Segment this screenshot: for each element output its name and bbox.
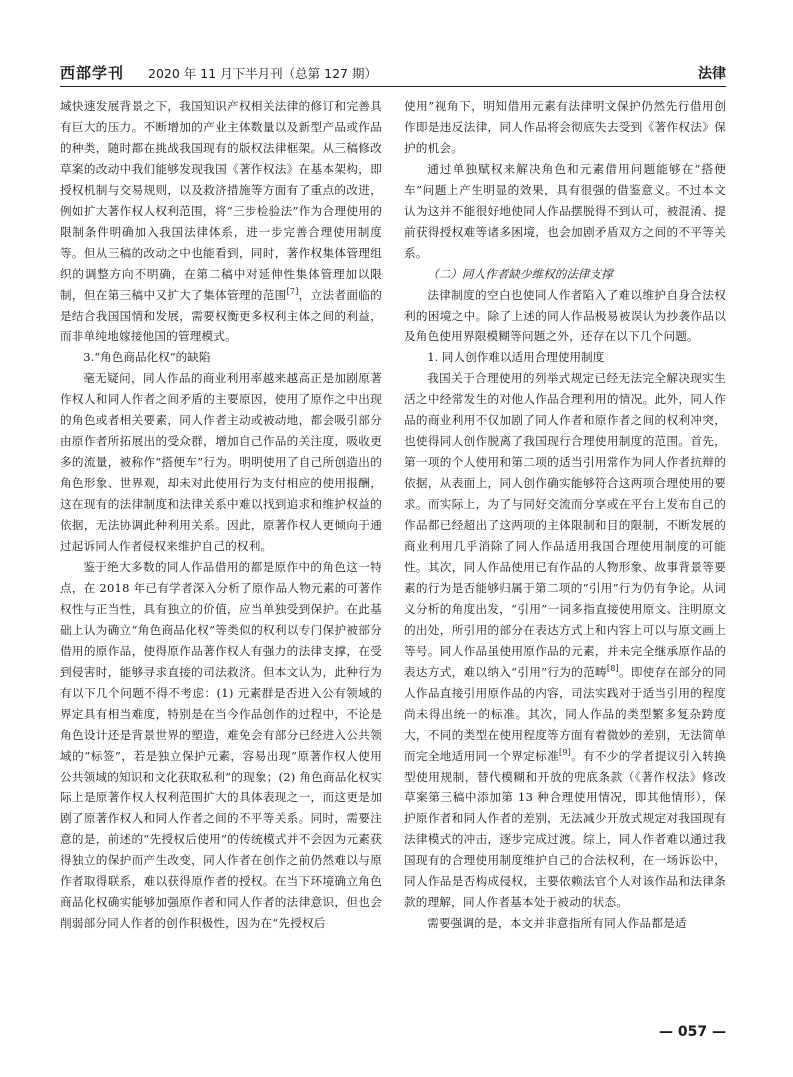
citation: [7] [286,286,299,296]
journal-name: 西部学刊 [60,64,125,82]
right-column [404,96,726,1016]
subsection-heading: 3.“角色商品化权”的缺陷 [83,350,211,365]
issue-info: 2020 年 11 月下半月刊（总第 127 期） [148,66,377,81]
paragraph: 毫无疑问，同人作品的商业利用率越来越高正是加剧原著作权人和同人作者之间矛盾的主要原因，使用了原作之中出现的角色或者相关要素，同人作者主动或被动地，都会吸引部分由原作者所拓展出的受众群，增加自己作品的关注度，吸收更多的流量，被称作“搭便车”行为。明明使用了自己所创造出的角色形象、世界观，却未对此使用行为支付相应的使用报酬，这在现有的法律制度和法律关系中难以找到追求和维护权益的依据，无法协调此种利用关系。因此，原著作权人更倾向于通过起诉同人作者侵权来维护自己的权利。 [60,371,382,554]
paragraph: 需要强调的是，本文并非意指所有同人作品都是适 [427,916,687,931]
section-label: 法律 [698,66,726,82]
paragraph: 法律制度的空白也使同人作者陷入了难以维护自身合法权利的困境之中。除了上述的同人作品极易被误认为抄袭作品以及角色使用界限模糊等问题之外，还存在以下几个问题。 [404,287,726,344]
citation: [9] [559,747,571,757]
page-number: — 057 — [659,1024,726,1040]
running-header [60,60,726,84]
subsection-heading: 1. 同人创作难以适用合理使用制度 [427,350,605,365]
paragraph: 域快速发展背景之下，我国知识产权相关法律的修订和完善具有巨大的压力。不断增加的产业主体数量以及新型产品或作品的种类，随时都在挑战我国现有的版权法律框架。从三稿修改草案的改动中我们能够发现我国《著作权法》在基本架构，即授权机制与交易规则，以及救济措施等方面有了重点的改进，例如扩大著作权人权利范围，将“三步检验法”作为合理使用的限制条件明确加入我国法律体系，进一步完善合理使用制度等。但从三稿的改动之中也能看到，同时，著作权集体管理组织的调整方向不明确，在第二稿中对延伸性集体管理加以限制，但在第三稿中又扩大了集体管理的范围[7]，立法者面临的是结合我国国情和发展，需要权衡更多权利主体之间的利益，而非单纯地嫁接他国的管理模式。 [60,99,382,344]
paragraph: 使用”视角下，明知借用元素有法律明文保护仍然先行借用创作即是违反法律，同人作品将会彻底失去受到《著作权法》保护的机会。 [404,99,726,155]
paragraph: 通过单独赋权来解决角色和元素借用问题能够在“搭便车”问题上产生明显的效果，具有很强的借鉴意义。不过本文认为这并不能很好地使同人作品摆脱得不到认可，被混淆、提前获得授权难等诸多困境，也会加剧矛盾双方之间的不平等关系。 [404,161,726,260]
left-column [60,96,382,1016]
section-heading: （二）同人作者缺少维权的法律支撑 [427,266,613,281]
citation: [8] [606,663,619,673]
header-rule [60,86,726,87]
paragraph: 鉴于绝大多数的同人作品借用的都是原作中的角色这一特点，在 2018 年已有学者深入分析了原作品人物元素的可著作权性与正当性，具有独立的价值，应当单独受到保护。在此基础上认为确立“角色商品化权”等类似的权利以专门保护被部分借用的原作品，使得原作品著作权人有强力的法律支撑，在受到侵害时，能够寻求直接的司法救济。但本文认为，此种行为有以下几个问题不得不考虑：(1) 元素群是否进入公有领域的界定具有相当难度，特别是在当今作品创作的过程中，不论是角色设计还是背景世界的塑造，难免会有部分已经进入公共领域的“标签”，若是独立保护元素，容易出现“原著作权人使用公共领域的知识和文化获取私利”的现象；(2) 角色商品化权实际上是原著作权人权利范围扩大的具体表现之一，而这更是加剧了原著作权人和同人作者之间的不平等关系。同时，需要注意的是，前述的“先授权后使用”的传统模式并不会因为元素获得独立的保护而产生改变，同人作者在创作之前仍然难以与原作者取得联系，难以获得原作者的授权。在当下环境确立角色商品化权确实能够加强原作者和同人作者的法律意识，但也会削弱部分同人作者的创作积极性，因为在“先授权后 [60,559,382,931]
paragraph: 我国关于合理使用的列举式规定已经无法完全解决现实生活之中经常发生的对他人作品合理利用的情况。此外，同人作品的商业利用不仅加剧了同人作者和原作者之间的权利冲突，也使得同人创作脱离了我国现行合理使用制度的范围。首先，第一项的个人使用和第二项的适当引用常作为同人作者抗辩的依据，从表面上，同人创作确实能够符合这两项合理使用的要求。而实际上，为了与同好交流而分享或在平台上发布自己的作品都已经超出了这两项的主体限制和目的限制，不断发展的商业利用几乎消除了同人作品适用我国合理使用制度的可能性。其次，同人作品使用已有作品的人物形象、故事背景等要素的行为是否能够归属于第二项的“引用”行为仍有争论。从词义分析的角度出发，“引用”一词多指直接使用原文、注明原文的出处，所引用的部分在表达方式上和内容上可以与原文画上等号。同人作品虽使用原作品的元素，并未完全继承原作品的表达方式，难以纳入“引用”行为的范畴[8]。即使存在部分的同人作品直接引用原作品的内容，司法实践对于适当引用的程度尚未得出统一的标准。其次，同人作品的类型繁多复杂跨度大，不同的类型在使用程度等方面有着微妙的差别，无法简单而完全地适用同一个界定标准[9]。有不少的学者提议引入转换型使用规制，替代模糊和开放的兜底条款（《著作权法》修改草案第三稿中添加第 13 种合理使用情况，即其他情形），保护原作者和同人作者的差别，无法减少开放式规定对我国现有法律模式的冲击，逐步完成过渡。综上，同人作者难以通过我国现有的合理使用制度维护自己的合法权利，在一场诉讼中，同人作品是否构成侵权，主要依赖法官个人对该作品和法律条款的理解，同人作者基本处于被动的状态。 [404,371,726,910]
